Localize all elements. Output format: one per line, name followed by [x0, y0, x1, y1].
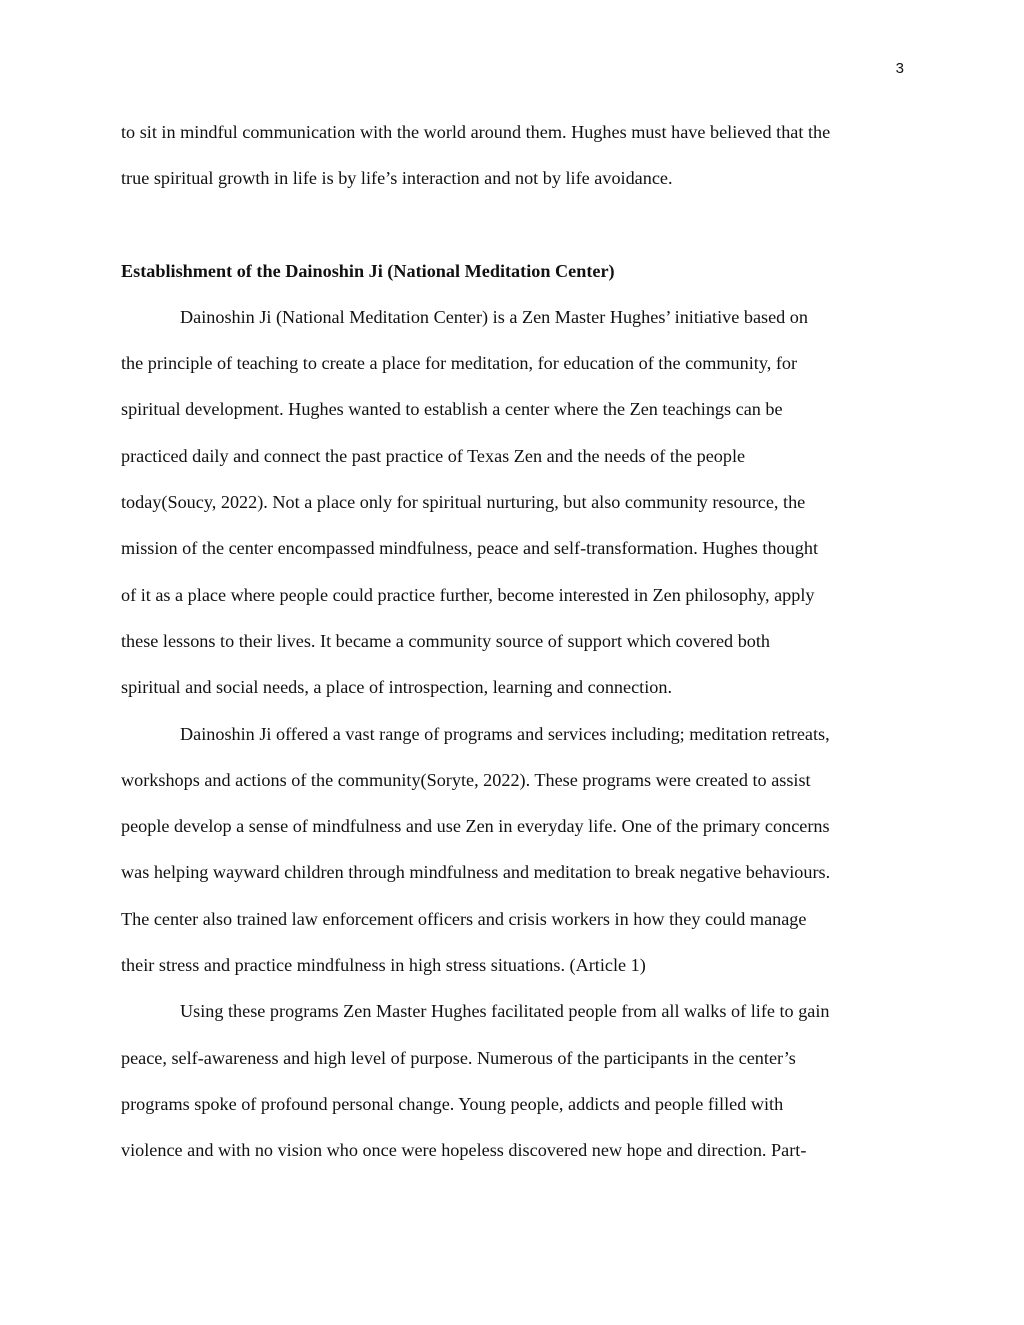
text-line: Dainoshin Ji (National Meditation Center) is a Zen Master Hughes’ initiative based on	[180, 306, 808, 327]
text-line: practiced daily and connect the past practice of Texas Zen and the needs of the people	[121, 445, 746, 466]
text-line: the principle of teaching to create a place for meditation, for education of the community, for	[121, 353, 798, 374]
section-spacer	[121, 210, 911, 256]
paragraph-2	[121, 719, 911, 997]
text-line: spiritual development. Hughes wanted to establish a center where the Zen teachings can be	[121, 399, 783, 420]
text-line: spiritual and social needs, a place of introspection, learning and connection.	[121, 677, 672, 698]
text-line: these lessons to their lives. It became a community source of support which covered both	[121, 630, 771, 651]
text-line: peace, self-awareness and high level of purpose. Numerous of the participants in the center’s	[121, 1047, 796, 1068]
text-line: Dainoshin Ji offered a vast range of programs and services including; meditation retreats,	[180, 723, 830, 744]
text-line: was helping wayward children through mindfulness and meditation to break negative behaviours.	[121, 862, 831, 883]
text-line: programs spoke of profound personal change. Young people, addicts and people filled with	[121, 1093, 784, 1114]
text-line: Using these programs Zen Master Hughes facilitated people from all walks of life to gain	[180, 1001, 830, 1022]
text-line: violence and with no vision who once were hopeless discovered new hope and direction. Part-	[121, 1140, 807, 1161]
section-heading: Establishment of the Dainoshin Ji (National Meditation Center)	[121, 260, 615, 281]
paragraph-3	[121, 996, 911, 1181]
page-number: 3	[895, 60, 904, 77]
text-line: their stress and practice mindfulness in high stress situations. (Article 1)	[121, 955, 646, 976]
text-line: workshops and actions of the community(Soryte, 2022). These programs were created to assist	[121, 769, 811, 790]
text-line: to sit in mindful communication with the world around them. Hughes must have believed that the	[121, 122, 831, 142]
text-line: today(Soucy, 2022). Not a place only for spiritual nurturing, but also community resource, the	[121, 492, 806, 513]
text-line: people develop a sense of mindfulness and use Zen in everyday life. One of the primary concerns	[121, 816, 830, 837]
text-line: of it as a place where people could practice further, become interested in Zen philosophy, apply	[121, 584, 815, 605]
text-line: The center also trained law enforcement officers and crisis workers in how they could manage	[121, 908, 807, 929]
text-line: mission of the center encompassed mindfulness, peace and self-transformation. Hughes thought	[121, 538, 819, 559]
document-body	[121, 117, 911, 1182]
text-line: true spiritual growth in life is by life’s interaction and not by life avoidance.	[121, 168, 673, 189]
paragraph-1	[121, 302, 911, 719]
